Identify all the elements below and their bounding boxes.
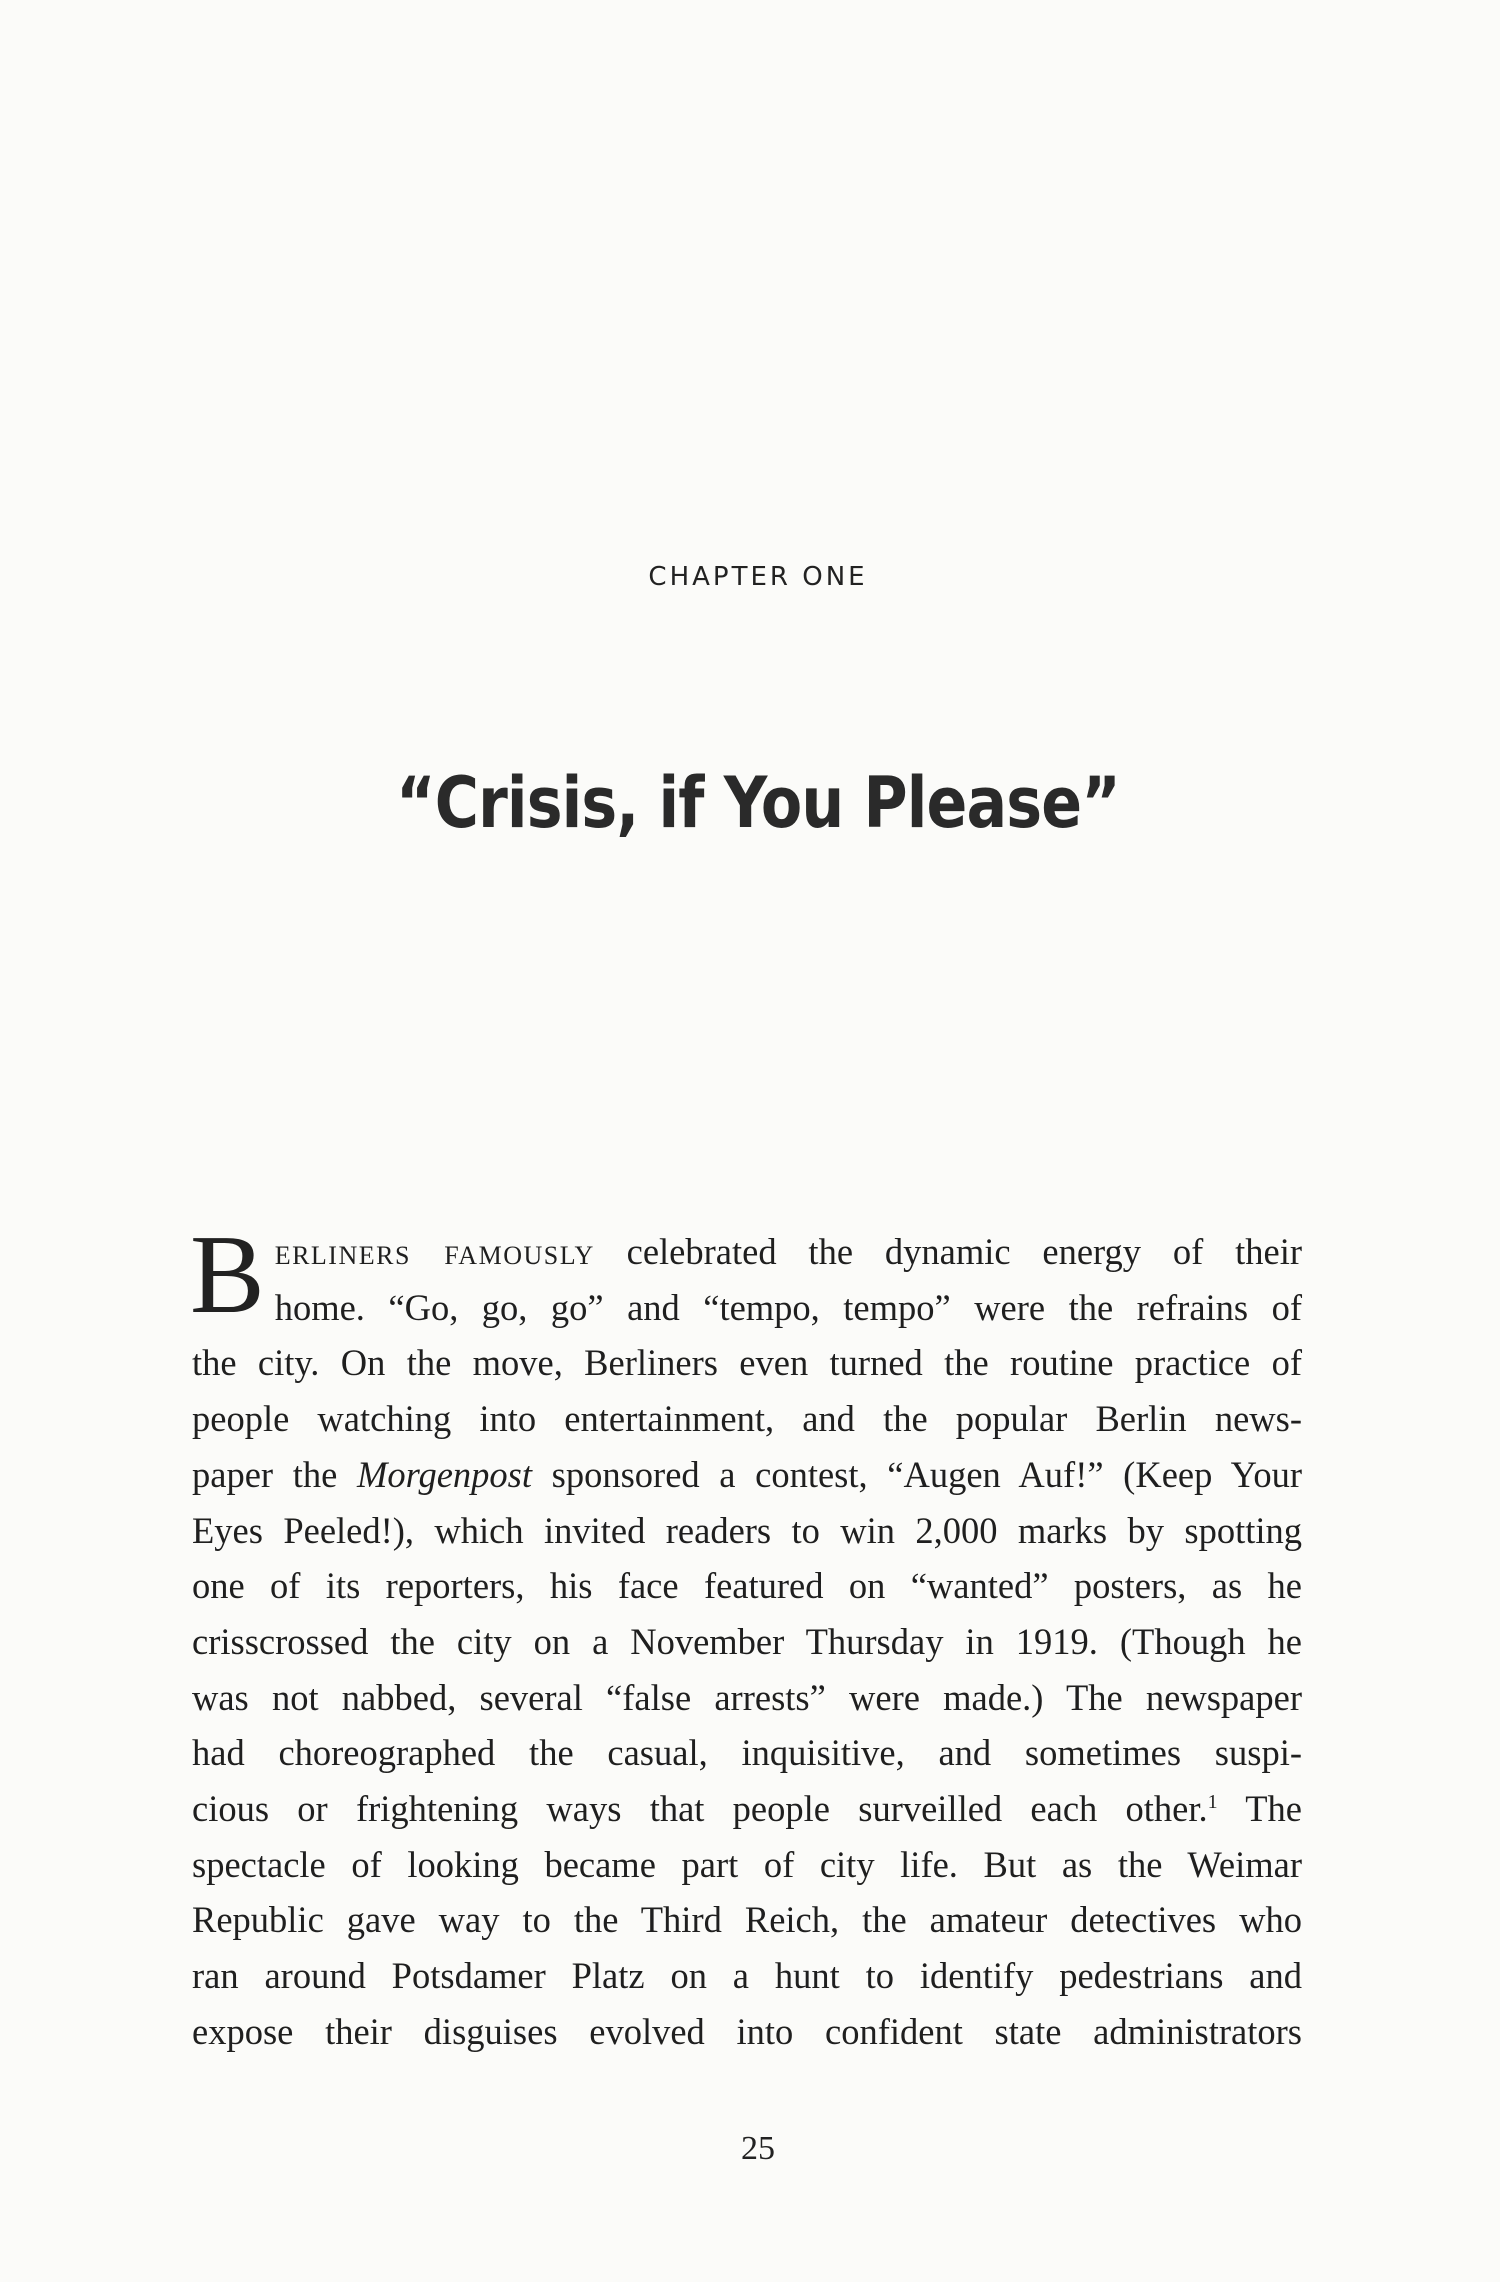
chapter-label: CHAPTER ONE <box>648 562 868 592</box>
text-line-5-post: sponsored a contest, “Augen Auf!” (Keep Your <box>551 1453 1302 1495</box>
text-line-12: spectacle of looking became part of city life. But as the Weimar <box>192 1843 1302 1885</box>
text-line-9: was not nabbed, several “false arrests” were made.) The newspaper <box>192 1676 1302 1718</box>
footnote-marker[interactable]: 1 <box>1207 1790 1218 1813</box>
body-paragraph <box>190 1213 1303 2060</box>
text-line-13: Republic gave way to the Third Reich, the amateur detectives who <box>192 1899 1302 1941</box>
text-line <box>192 1224 1302 1280</box>
lead-small-caps: erliners famously <box>274 1231 595 1272</box>
text-line-1: celebrated the dynamic energy of their <box>626 1231 1303 1272</box>
text-line-11-pre: cious or frightening ways that people surveilled each other. <box>192 1788 1208 1830</box>
text-line-11-post: The <box>1245 1788 1303 1830</box>
text-line-5 <box>192 1447 1302 1503</box>
text-line-15: expose their disguises evolved into confident state administrators <box>192 2010 1302 2052</box>
text-line-3: the city. On the move, Berliners even turned the routine practice of <box>192 1342 1302 1384</box>
text-line-6: Eyes Peeled!), which invited readers to win 2,000 marks by spotting <box>192 1509 1302 1551</box>
newspaper-title: Morgenpost <box>356 1453 532 1495</box>
text-line-10: had choreographed the casual, inquisitive, and sometimes suspi- <box>192 1732 1302 1774</box>
drop-cap: B <box>190 1213 265 1337</box>
chapter-title: “Crisis, if You Please” <box>396 762 1120 844</box>
page-number: 25 <box>741 2130 775 2167</box>
text-line-7: one of its reporters, his face featured on “wanted” posters, as he <box>192 1565 1302 1607</box>
text-line-11 <box>192 1781 1302 1837</box>
text-line-4: people watching into entertainment, and the popular Berlin news- <box>192 1398 1302 1440</box>
text-line-2: home. “Go, go, go” and “tempo, tempo” were the refrains of <box>274 1286 1302 1328</box>
text-line-5-pre: paper the <box>192 1453 338 1495</box>
text-line-14: ran around Potsdamer Platz on a hunt to identify pedestrians and <box>192 1955 1302 1997</box>
text-line-8: crisscrossed the city on a November Thursday in 1919. (Though he <box>192 1620 1302 1662</box>
